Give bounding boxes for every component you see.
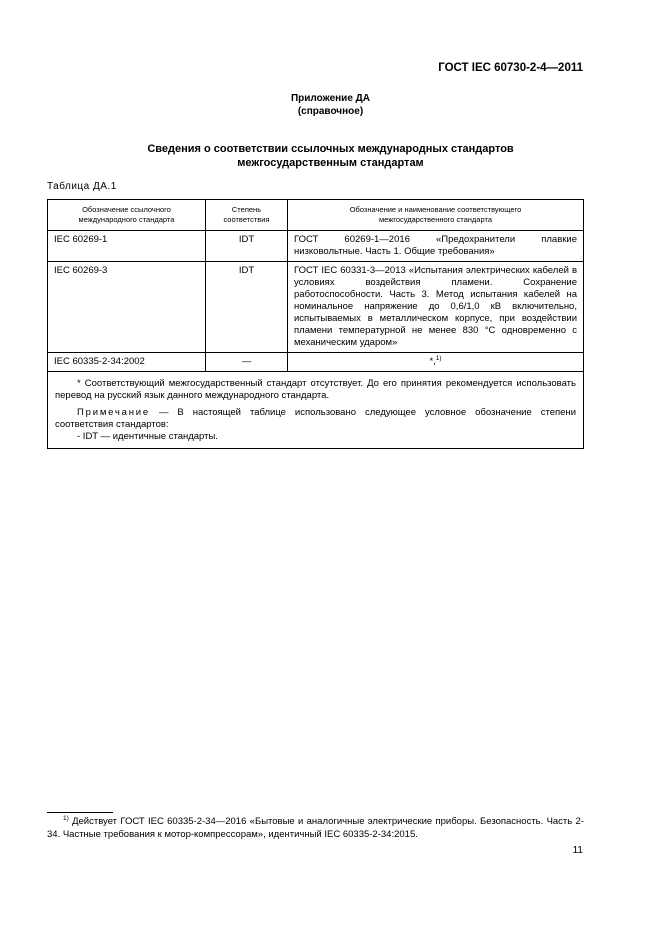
- section-title-line-1: Сведения о соответствии ссылочных международных стандартов: [147, 143, 514, 155]
- footnote-marker: 1): [63, 814, 69, 822]
- header-reference-standard: Обозначение ссылочного международного стандарта: [48, 200, 206, 231]
- star-note: * Соответствующий межгосударственный стандарт отсутствует. До его принятия рекомендуется использовать перевод на русский язык данного международного стандарта.: [55, 378, 576, 401]
- table-notes-row: [48, 372, 584, 449]
- table-row: [48, 262, 584, 353]
- table-row: [48, 353, 584, 372]
- cell-standard-name: *,$^{1)}$: [288, 353, 584, 372]
- cell-standard-name: ГОСТ IEC 60331-3—2013 «Испытания электрических кабелей в условиях воздействия пламени. Сохранение работоспособности. Часть 3. Метод испытания кабелей на номинальное напряжение до 0,6/1,0 кВ включительно, испытываемых в металлическом корпусе, при воздействии пламени температурной не менее 830 °С одновременно с механическим ударом»: [288, 262, 584, 353]
- annex-subtitle: (справочное): [297, 106, 364, 117]
- cell-reference: IEC 60269-3: [48, 262, 206, 353]
- cell-reference: IEC 60269-1: [48, 231, 206, 262]
- section-title-line-2: межгосударственным стандартам: [237, 157, 424, 169]
- header-interstate-standard: Обозначение и наименование соответствующего межгосударственного стандарта: [288, 200, 584, 231]
- note-label: Примечание: [77, 407, 150, 418]
- footnote: [47, 815, 584, 841]
- section-title: [0, 142, 661, 170]
- cell-reference: IEC 60335-2-34:2002: [48, 353, 206, 372]
- document-code: ГОСТ IEC 60730-2-4—2011: [438, 62, 583, 74]
- footnote-divider: [47, 812, 113, 813]
- cell-degree: IDT: [206, 262, 288, 353]
- cell-degree: IDT: [206, 231, 288, 262]
- standards-table: [47, 199, 584, 449]
- absent-standard-mark: *: [429, 356, 434, 367]
- header-degree: Степень соответствия: [206, 200, 288, 231]
- table-caption: Таблица ДА.1: [47, 181, 117, 192]
- annex-title: Приложение ДА: [290, 93, 371, 104]
- footnote-text: Действует ГОСТ IEC 60335-2-34—2016 «Бытовые и аналогичные электрические приборы. Безопасность. Часть 2-34. Частные требования к мотор-компрессорам», идентичный IEC 60335-2-34:2015.: [47, 816, 584, 840]
- table-header-row: [48, 200, 584, 231]
- page-number: 11: [572, 845, 583, 856]
- note-text: — В настоящей таблице использовано следующее условное обозначение степени соответствия стандартов:: [55, 407, 576, 430]
- table-notes: [48, 372, 584, 449]
- note-list-item: - IDT — идентичные стандарты.: [77, 431, 218, 442]
- table-note: [55, 407, 576, 431]
- table-row: [48, 231, 584, 262]
- cell-standard-name: ГОСТ 60269-1—2016 «Предохранители плавкие низковольтные. Часть 1. Общие требования»: [288, 231, 584, 262]
- footnote-ref: 1): [435, 354, 442, 362]
- annex-heading: [0, 92, 661, 118]
- cell-degree: —: [206, 353, 288, 372]
